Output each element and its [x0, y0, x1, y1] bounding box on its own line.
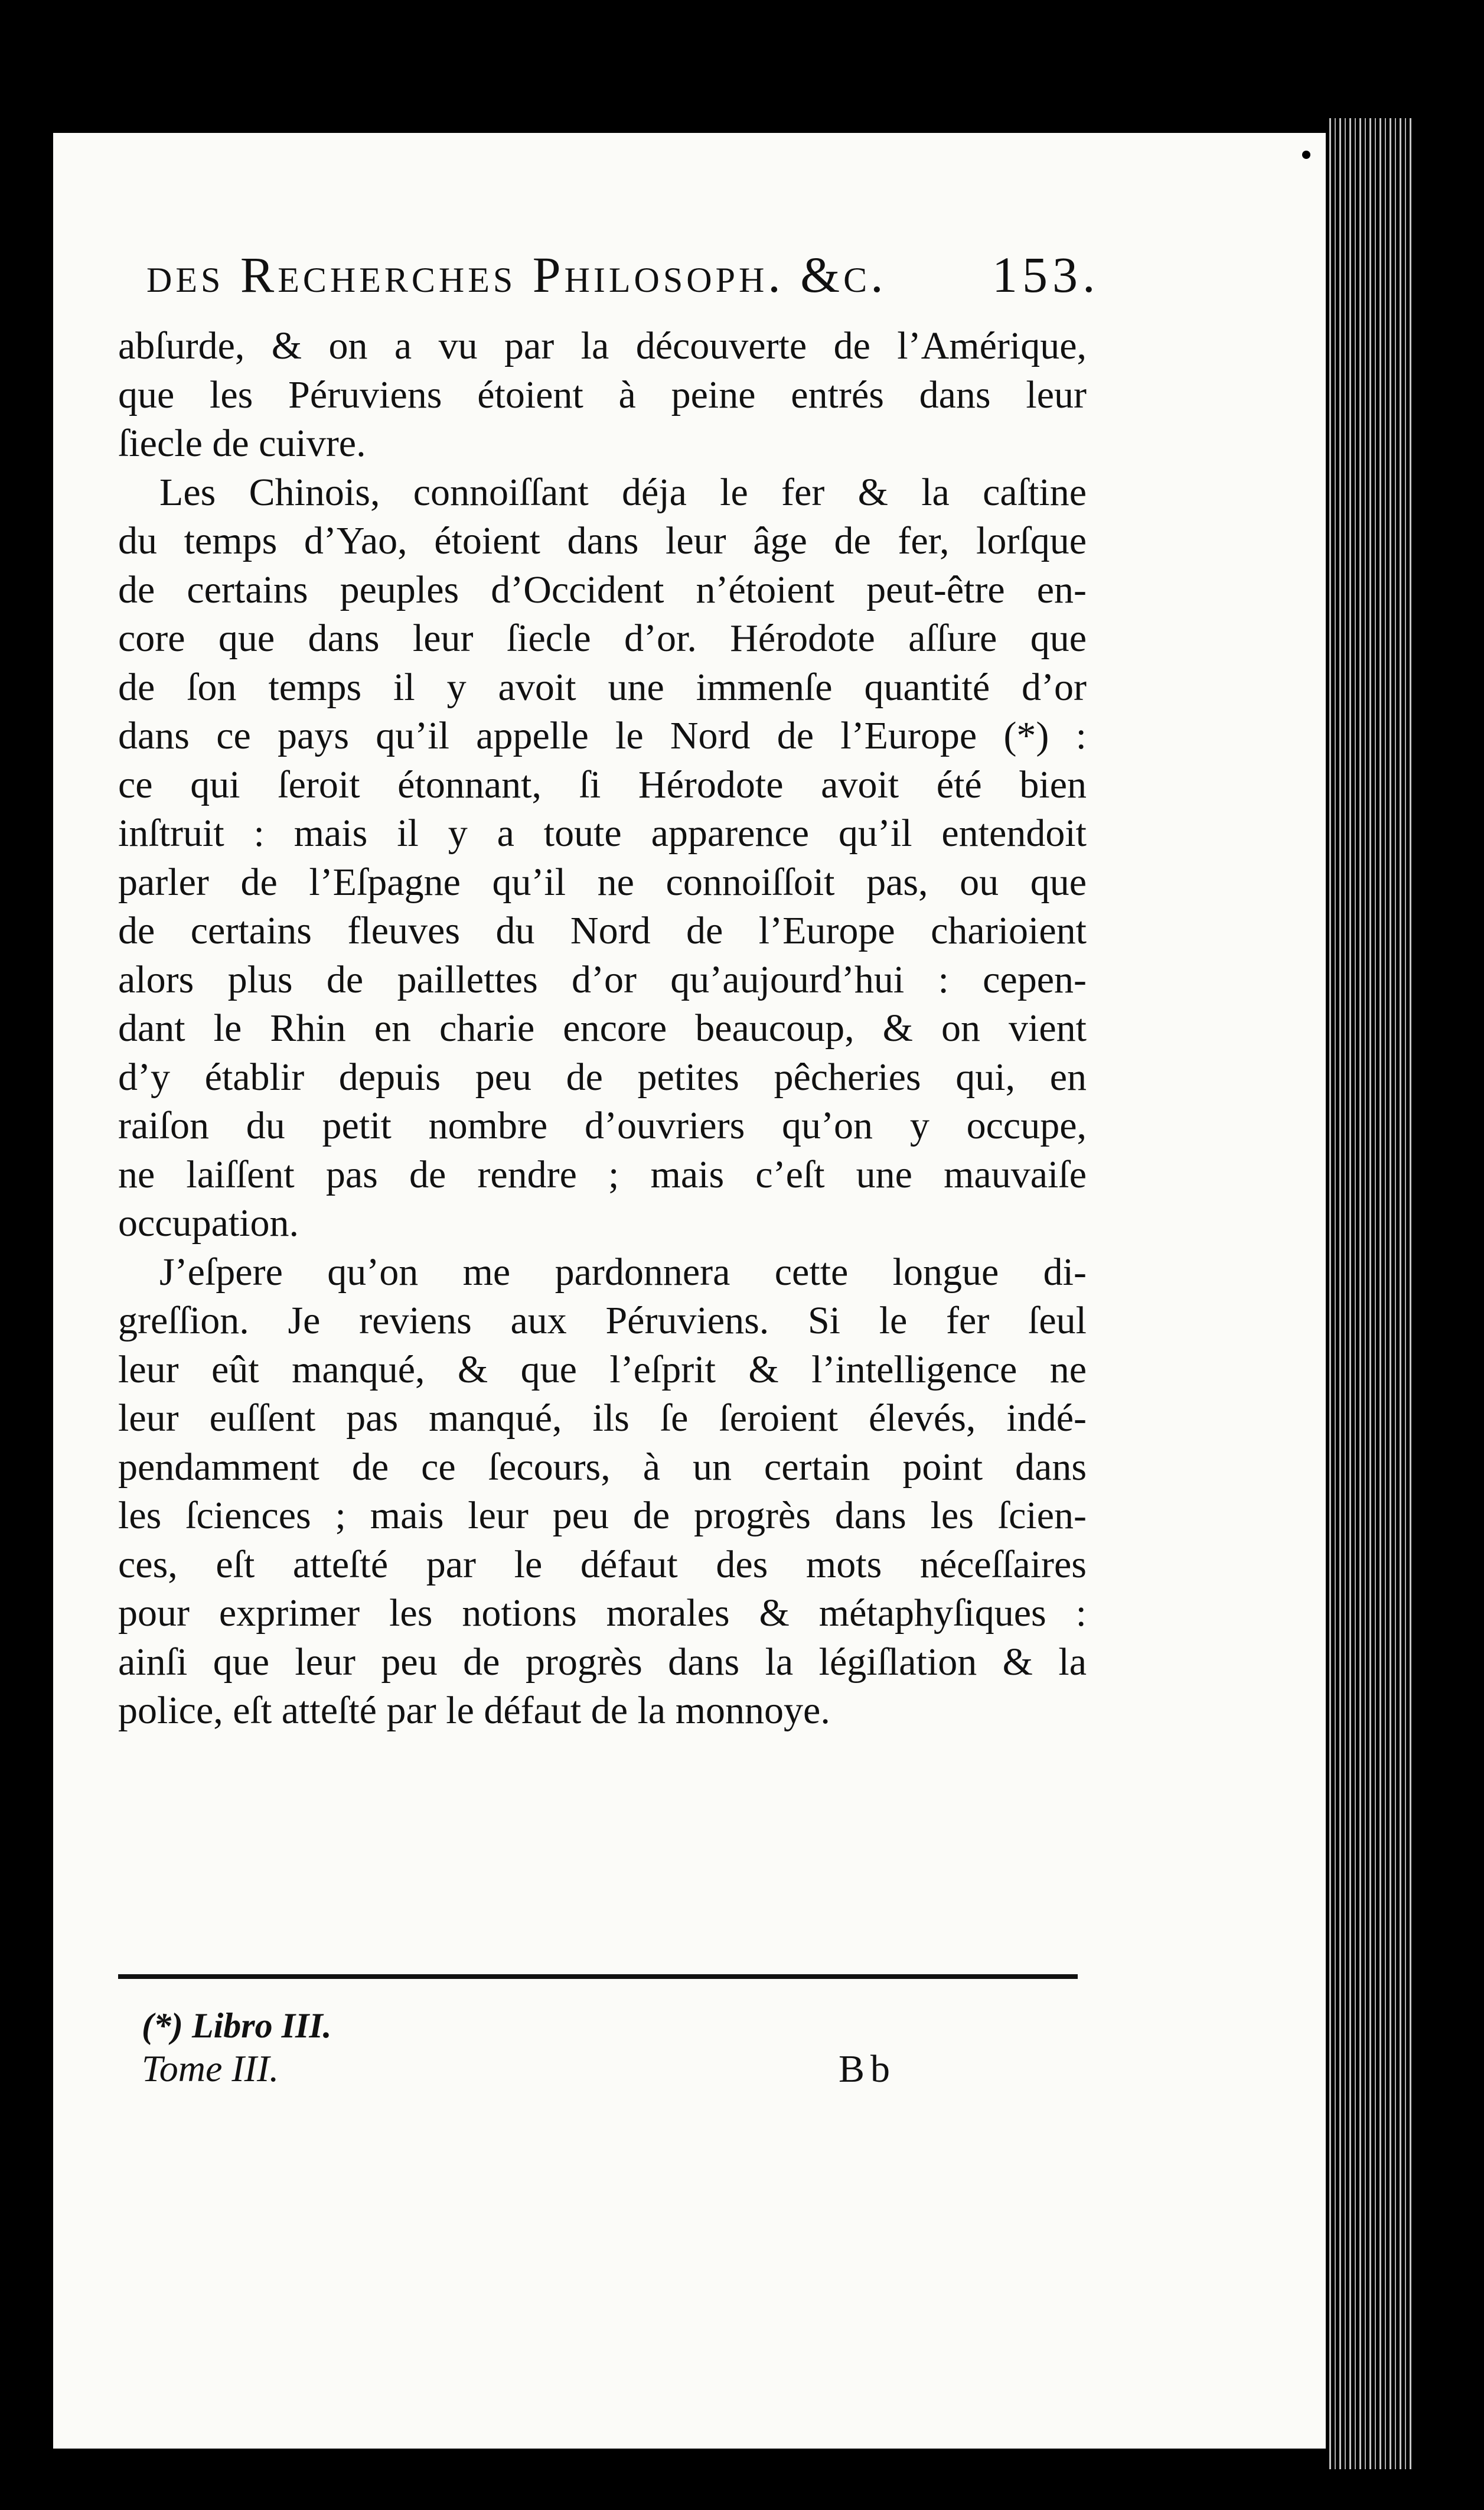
text-line: d’y établir depuis peu de petites pêcheries qui, en	[118, 1055, 1087, 1099]
text-line: dant le Rhin en charie encore beaucoup, & on vient	[118, 1007, 1087, 1050]
footnote: (*) Libro III.	[142, 2006, 332, 2045]
text-line: Les Chinois, connoiſſant déja le fer & la caſtine	[159, 470, 1087, 514]
text-line: inſtruit : mais il y a toute apparence qu’il entendoit	[118, 812, 1087, 855]
text-line: ſiecle de cuivre.	[118, 422, 366, 465]
text-line: ces, eſt atteſté par le défaut des mots néceſſaires	[118, 1542, 1087, 1586]
text-line: greſſion. Je reviens aux Péruviens. Si le fer ſeul	[118, 1299, 1087, 1342]
signature-volume: Tome III.	[142, 2047, 279, 2089]
footnote-rule	[118, 1974, 1078, 1979]
body-text	[118, 322, 1087, 1736]
text-line: raiſon du petit nombre d’ouvriers qu’on y occupe,	[118, 1104, 1087, 1147]
text-line: ne laiſſent pas de rendre ; mais c’eſt une mauvaiſe	[118, 1153, 1087, 1196]
text-line: pendamment de ce ſecours, à un certain point dans	[118, 1445, 1087, 1489]
text-line: occupation.	[118, 1202, 299, 1245]
page-edge-shadow	[1326, 118, 1414, 2469]
text-line: de ſon temps il y avoit une immenſe quantité d’or	[118, 665, 1087, 709]
text-line: core que dans leur ſiecle d’or. Hérodote aſſure que	[118, 617, 1087, 660]
text-line: alors plus de paillettes d’or qu’aujourd’hui : cepen-	[118, 958, 1087, 1001]
text-line: dans ce pays qu’il appelle le Nord de l’Europe (*) :	[118, 714, 1087, 757]
ink-speck	[1302, 151, 1310, 159]
text-line: leur euſſent pas manqué, ils ſe ſeroient élevés, indé-	[118, 1396, 1087, 1440]
text-line: leur eût manqué, & que l’eſprit & l’intelligence ne	[118, 1347, 1087, 1391]
text-line: parler de l’Eſpagne qu’il ne connoiſſoit pas, ou que	[118, 860, 1087, 904]
text-line: que les Péruviens étoient à peine entrés dans leur	[118, 373, 1087, 416]
text-line: de certains fleuves du Nord de l’Europe charioient	[118, 909, 1087, 952]
text-line: ainſi que leur peu de progrès dans la légiſlation & la	[118, 1640, 1087, 1684]
text-line: ce qui ſeroit étonnant, ſi Hérodote avoit été bien	[118, 763, 1087, 806]
signature-mark: Bb	[839, 2047, 896, 2091]
text-line: pour exprimer les notions morales & métaphyſiques :	[118, 1591, 1087, 1635]
text-line: les ſciences ; mais leur peu de progrès dans les ſcien-	[118, 1494, 1087, 1537]
page-number: 153.	[992, 246, 1100, 303]
text-line: J’eſpere qu’on me pardonnera cette longue di-	[159, 1250, 1087, 1294]
running-head	[146, 245, 1085, 316]
text-line: abſurde, & on a vu par la découverte de l’Amérique,	[118, 324, 1087, 367]
running-head-title: des Recherches Philosoph. &c.	[146, 246, 887, 303]
text-line: police, eſt atteſté par le défaut de la monnoye.	[118, 1689, 830, 1732]
text-line: de certains peuples d’Occident n’étoient peut-être en-	[118, 568, 1087, 611]
text-line: du temps d’Yao, étoient dans leur âge de fer, lorſque	[118, 519, 1087, 562]
